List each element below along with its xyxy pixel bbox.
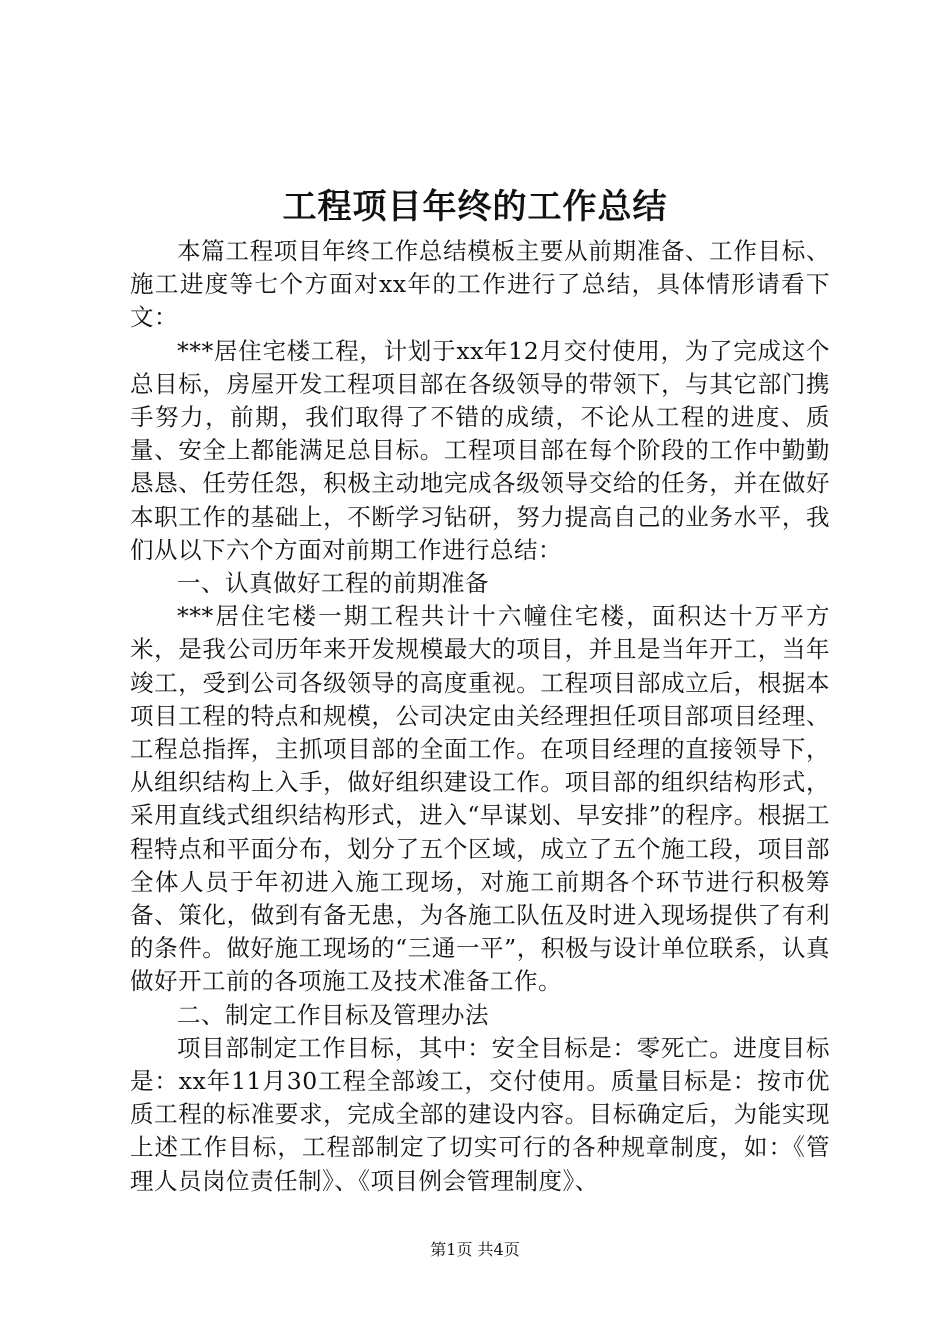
section-heading-2: 二、制定工作目标及管理办法 (177, 1000, 489, 1029)
document-title: 工程项目年终的工作总结 (282, 187, 668, 227)
page-footer: 第1页 共4页 (430, 1240, 520, 1259)
paragraph-goals: 项目部制定工作目标，其中：安全目标是：零死亡。进度目标是：xx年11月30工程全部竣工，交付使用。质量目标是：按市优质工程的标准要求，完成全部的建设内容。目标确定后，为能实现上述工作目标，工程部制定了切实可行的各种规章制度，如：《管理人员岗位责任制》、《项目例会管理制度》、 (130, 1033, 830, 1195)
document-body (130, 235, 830, 1198)
paragraph-intro: 本篇工程项目年终工作总结模板主要从前期准备、工作目标、施工进度等七个方面对xx年的工作进行了总结，具体情形请看下文： (130, 237, 830, 332)
paragraph-preparation: ***居住宅楼一期工程共计十六幢住宅楼，面积达十万平方米，是我公司历年来开发规模最大的项目，并且是当年开工，当年竣工，受到公司各级领导的高度重视。工程项目部成立后，根据本项目工程的特点和规模，公司决定由关经理担任项目部项目经理、工程总指挥，主抓项目部的全面工作。在项目经理的直接领导下，从组织结构上入手，做好组织建设工作。项目部的组织结构形式，采用直线式组织结构形式，进入“早谋划、早安排”的程序。根据工程特点和平面分布，划分了五个区域，成立了五个施工段，项目部全体人员于年初进入施工现场，对施工前期各个环节进行积极筹备、策化，做到有备无患，为各施工队伍及时进入现场提供了有利的条件。做好施工现场的“三通一平”，积极与设计单位联系，认真做好开工前的各项施工及技术准备工作。 (130, 602, 830, 996)
section-heading-1: 一、认真做好工程的前期准备 (177, 569, 489, 598)
paragraph-overview: ***居住宅楼工程，计划于xx年12月交付使用，为了完成这个总目标，房屋开发工程项目部在各级领导的带领下，与其它部门携手努力，前期，我们取得了不错的成绩，不论从工程的进度、质量、安全上都能满足总目标。工程项目部在每个阶段的工作中勤勤恳恳、任劳任怨，积极主动地完成各级领导交给的任务，并在做好本职工作的基础上，不断学习钻研，努力提高自己的业务水平，我们从以下六个方面对前期工作进行总结： (130, 336, 830, 564)
